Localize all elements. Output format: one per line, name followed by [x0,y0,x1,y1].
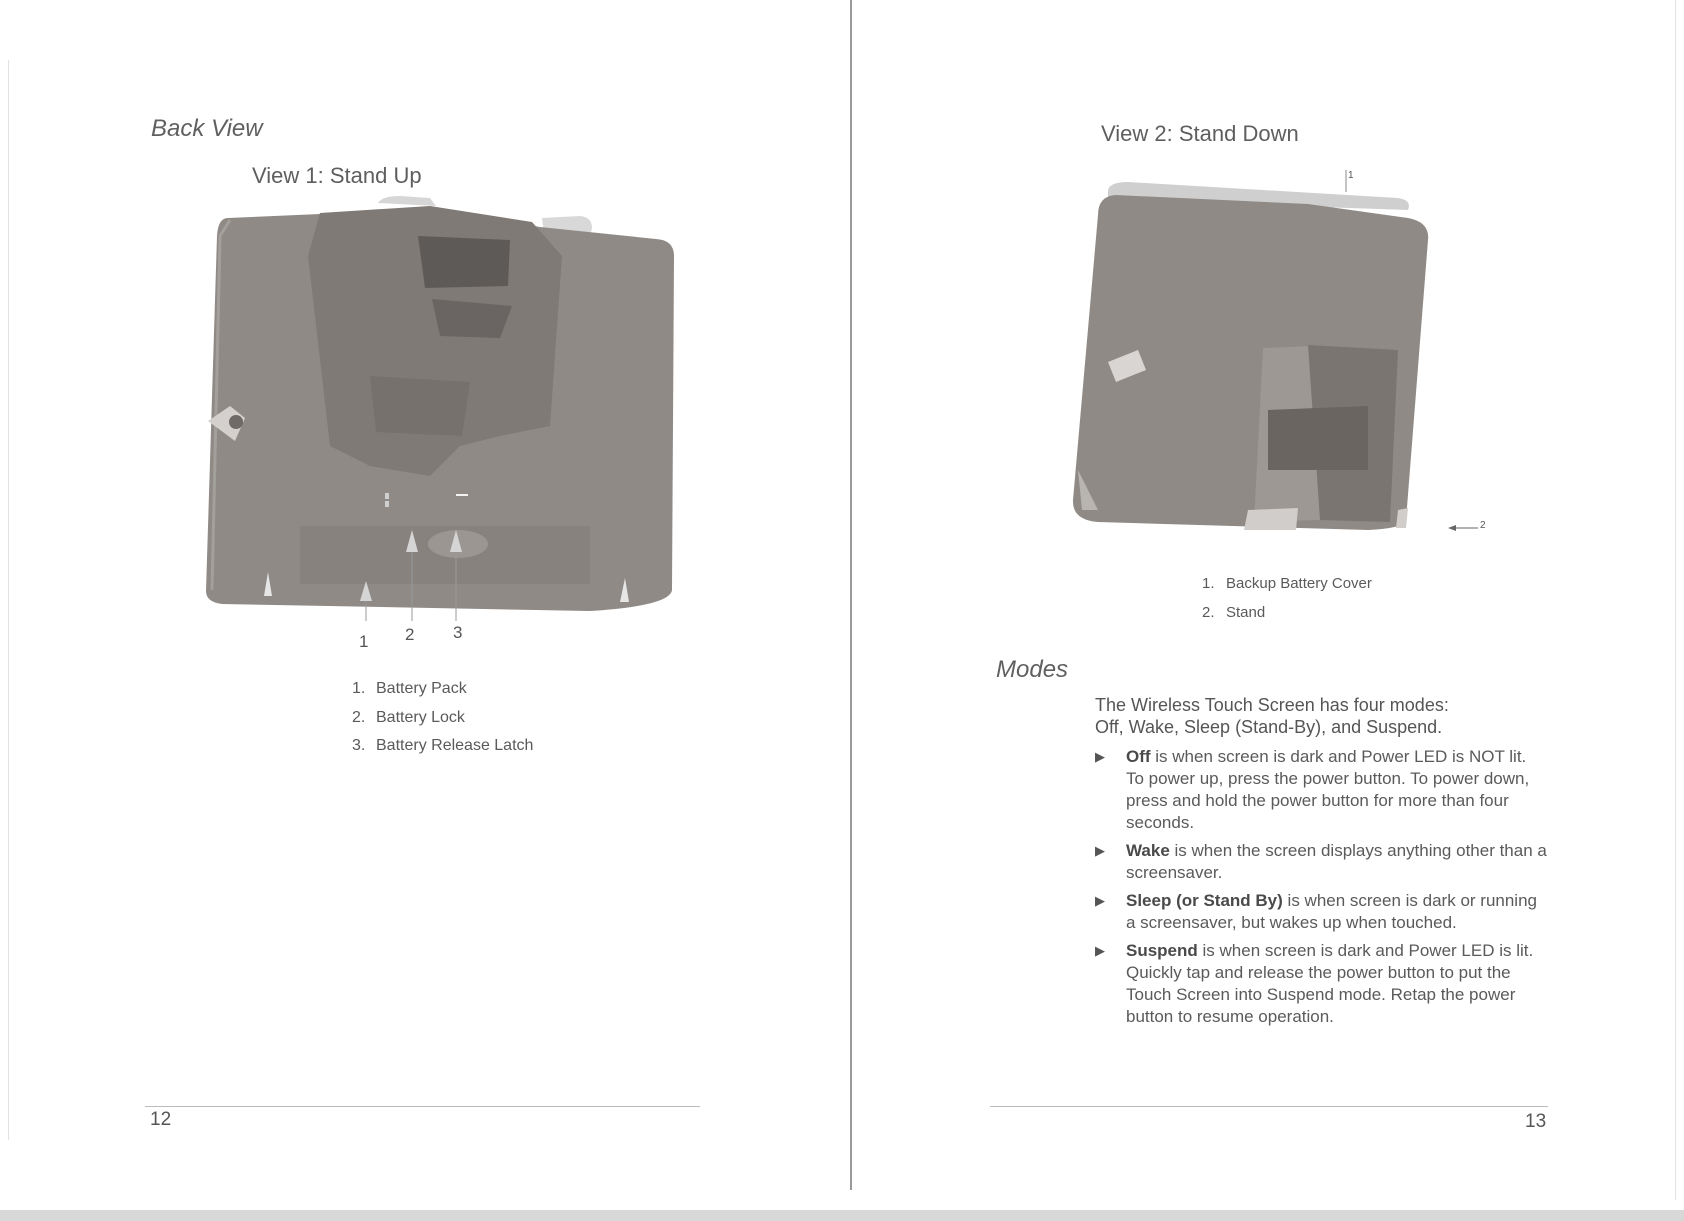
mode-term: Suspend [1126,941,1198,960]
callout-stand-down-2: 2 [1480,520,1486,531]
mode-item-sleep [1095,890,1547,934]
mode-description: is when screen is dark and Power LED is NOT lit. To power up, press the power button. To power down, press and hold the power button for more than four seconds. [1126,747,1530,832]
scan-bottom-edge [0,1210,1684,1221]
caption-stand: Stand [1226,603,1266,621]
view2-title: View 2: Stand Down [1101,121,1299,146]
modes-intro [1095,694,1475,738]
footer-rule-right [990,1106,1548,1107]
caption-battery-pack: Battery Pack [376,680,467,697]
mode-description: is when the screen displays anything other than a screensaver. [1126,841,1547,882]
scan-right-edge [1675,0,1676,1200]
scan-left-edge [8,60,9,1140]
callout-1: 1 [359,632,369,651]
list-item: 1. Battery Pack [352,680,467,697]
device-back-stand-down-photo [1068,170,1488,540]
stand-down-caption-list [1202,575,1372,632]
modes-intro-line-1: The Wireless Touch Screen has four modes: [1095,695,1449,715]
mode-description: is when screen is dark and Power LED is lit. Quickly tap and release the power button to put the Touch Screen into Suspend mode. Retap the power button to resume operation. [1126,941,1534,1026]
back-view-title: Back View [151,115,263,142]
page-gutter [850,0,852,1190]
view1-title: View 1: Stand Up [252,163,422,188]
mode-term: Sleep (or Stand By) [1126,891,1283,910]
page-number-right: 13 [1525,1111,1547,1132]
list-item: 2. Battery Lock [352,708,465,726]
list-item: 2. Stand [1202,603,1266,621]
mode-description: is when screen is dark or running a screensaver, but wakes up when touched. [1126,891,1537,932]
back-view-caption-list [352,680,533,766]
caption-battery-release-latch: Battery Release Latch [376,737,534,754]
footer-rule-left [145,1106,700,1107]
mode-item-off [1095,746,1547,834]
page-number-left: 12 [150,1109,172,1130]
triangle-right-bullet-icon: ▶ [1095,749,1105,764]
triangle-right-bullet-icon: ▶ [1095,943,1105,958]
caption-battery-lock: Battery Lock [376,708,465,726]
modes-title: Modes [996,656,1069,683]
device-back-stand-up-photo [200,196,680,636]
modes-list [1095,746,1547,1034]
triangle-right-bullet-icon: ▶ [1095,843,1105,858]
list-item: 1. Backup Battery Cover [1202,575,1372,592]
triangle-right-bullet-icon: ▶ [1095,893,1105,908]
callout-2: 2 [405,625,415,644]
list-item: 3. Battery Release Latch [352,737,534,754]
callout-stand-down-1: 1 [1348,170,1354,181]
mode-item-wake [1095,840,1547,884]
mode-term: Wake [1126,841,1170,860]
mode-term: Off [1126,747,1151,766]
mode-item-suspend [1095,940,1547,1028]
callout-3: 3 [453,623,463,642]
caption-backup-battery-cover: Backup Battery Cover [1226,575,1372,592]
modes-intro-line-2: Off, Wake, Sleep (Stand-By), and Suspend. [1095,717,1443,737]
